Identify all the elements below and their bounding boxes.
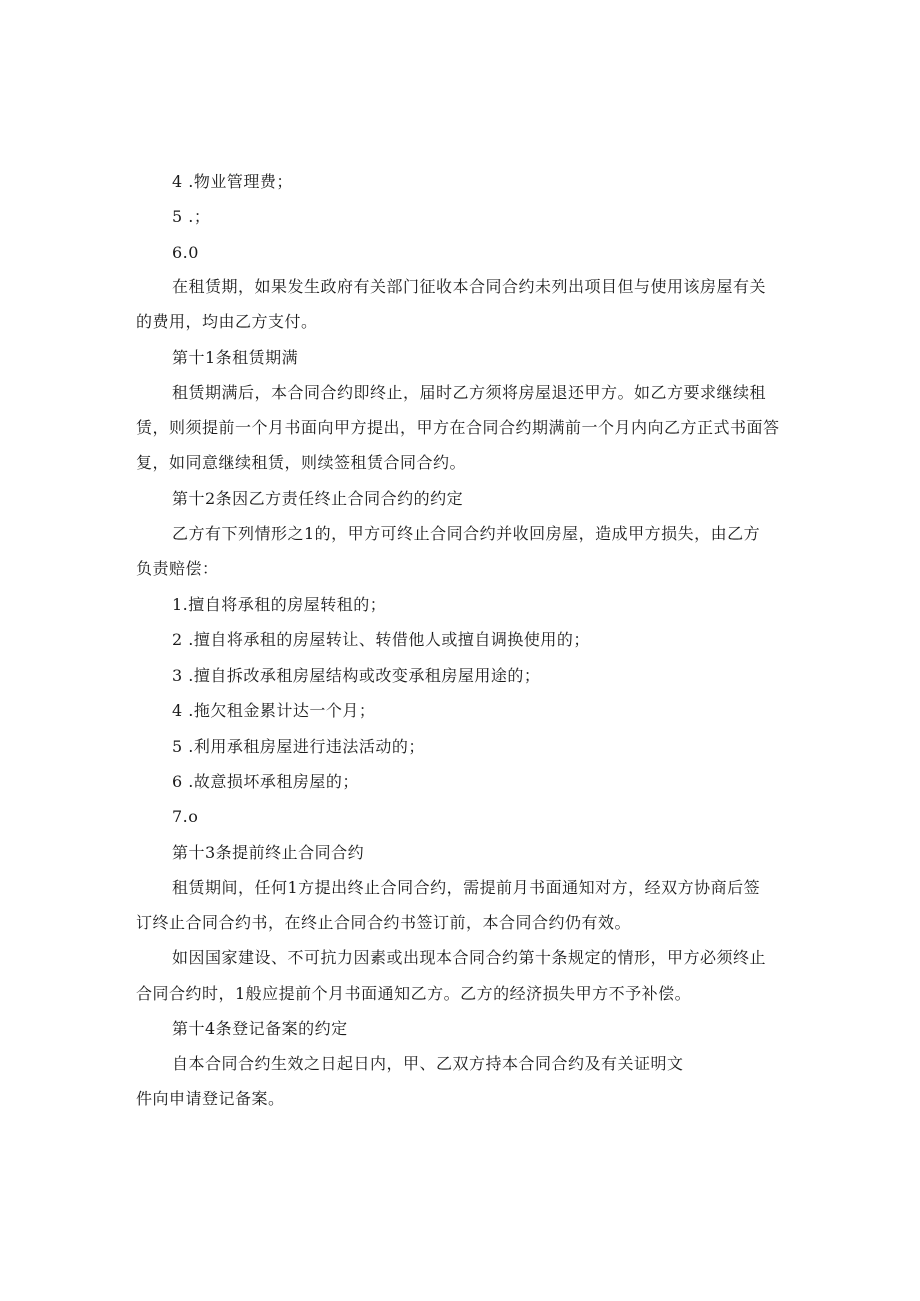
breach-item-4: 4 .拖欠租金累计达一个月；: [172, 701, 376, 720]
paragraph-registration-line-1: 自本合同合约生效之日起日内，甲、乙双方持本合同合约及有关证明文: [172, 1054, 684, 1073]
fee-item-4: 4 .物业管理费；: [172, 172, 293, 191]
paragraph-expiry-line-3: 复，如同意继续租赁，则续签租赁合同合约。: [136, 453, 467, 472]
article-11-heading: 第十1条租赁期满: [172, 348, 299, 367]
paragraph-force-majeure-line-2: 合同合约时，1般应提前个月书面通知乙方。乙方的经济损失甲方不予补偿。: [136, 984, 692, 1003]
paragraph-early-termination-line-2: 订终止合同合约书，在终止合同合约书签订前，本合同合约仍有效。: [136, 913, 632, 932]
breach-item-3: 3 .擅自拆改承租房屋结构或改变承租房屋用途的；: [172, 666, 541, 685]
breach-item-5: 5 .利用承租房屋进行违法活动的；: [172, 737, 425, 756]
paragraph-registration-line-2: 件向申请登记备案。: [136, 1089, 285, 1108]
breach-item-2: 2 .擅自将承租的房屋转让、转借他人或擅自调换使用的；: [172, 630, 590, 649]
paragraph-fees-line-1: 在租赁期，如果发生政府有关部门征收本合同合约未列出项目但与使用该房屋有关: [172, 277, 767, 296]
paragraph-expiry-line-1: 租赁期满后，本合同合约即终止，届时乙方须将房屋退还甲方。如乙方要求继续租: [172, 383, 767, 402]
breach-item-1: 1.擅自将承租的房屋转租的；: [172, 595, 387, 614]
article-12-heading: 第十2条因乙方责任终止合同合约的约定: [172, 489, 464, 508]
article-13-heading: 第十3条提前终止合同合约: [172, 843, 365, 862]
paragraph-early-termination-line-1: 租赁期间，任何1方提出终止合同合约，需提前月书面通知对方，经双方协商后签: [172, 878, 761, 897]
breach-item-6: 6 .故意损坏承租房屋的；: [172, 772, 359, 791]
article-14-heading: 第十4条登记备案的约定: [172, 1019, 348, 1038]
paragraph-termination-line-1: 乙方有下列情形之1的，甲方可终止合同合约并收回房屋，造成甲方损失，由乙方: [172, 524, 761, 543]
paragraph-expiry-line-2: 赁，则须提前一个月书面向甲方提出，甲方在合同合约期满前一个月内向乙方正式书面答: [136, 418, 780, 437]
paragraph-force-majeure-line-1: 如因国家建设、不可抗力因素或出现本合同合约第十条规定的情形，甲方必须终止: [172, 948, 767, 967]
paragraph-termination-line-2: 负责赔偿：: [136, 559, 219, 578]
paragraph-fees-line-2: 的费用，均由乙方支付。: [136, 312, 318, 331]
fee-item-6: 6.0: [172, 243, 199, 262]
breach-item-7: 7.o: [172, 807, 199, 826]
fee-item-5: 5 .；: [172, 207, 211, 226]
